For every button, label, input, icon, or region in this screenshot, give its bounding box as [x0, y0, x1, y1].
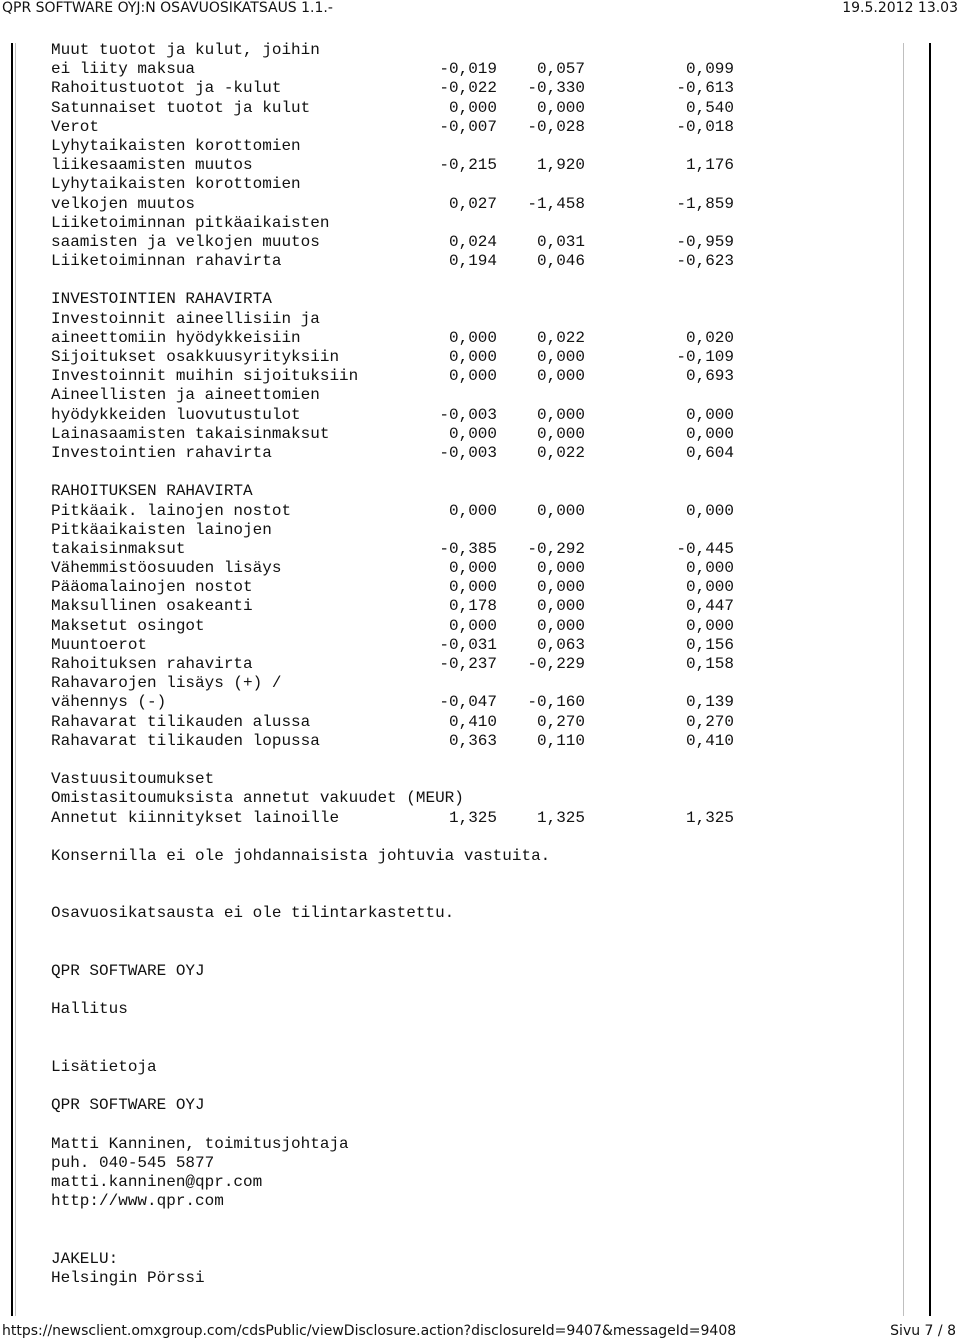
value-col-3: 0,000 [685, 559, 734, 578]
blank-line [51, 1039, 891, 1058]
value-col-2: 0,270 [536, 712, 585, 731]
value-col-3: 0,447 [685, 597, 734, 616]
table-row [51, 636, 891, 655]
value-col-3: 0,000 [685, 616, 734, 635]
row-label: puh. 040-545 5877 [51, 1153, 215, 1172]
report-body [51, 41, 891, 1288]
row-label: Muuntoerot [51, 635, 148, 654]
row-label: aineettomiin hyödykkeisiin [51, 328, 301, 347]
row-label: Helsingin Pörssi [51, 1269, 205, 1287]
text-line [51, 521, 891, 540]
text-line [51, 770, 891, 789]
value-col-1: 0,178 [448, 597, 497, 616]
table-row [51, 597, 891, 616]
table-row [51, 693, 891, 712]
row-label: vähennys (-) [51, 693, 167, 712]
row-label: velkojen muutos [51, 194, 196, 213]
row-label: Rahavarat tilikauden alussa [51, 712, 311, 731]
value-col-2: -0,160 [527, 693, 585, 712]
row-label: Pitkäaikaisten lainojen [51, 520, 272, 539]
row-label: JAKELU: [51, 1249, 119, 1268]
value-col-1: -0,003 [439, 405, 497, 424]
table-row [51, 425, 891, 444]
value-col-1: 0,000 [448, 424, 497, 443]
blank-line [51, 885, 891, 904]
blank-line [51, 271, 891, 290]
text-line [51, 386, 891, 405]
value-col-3: 0,020 [685, 328, 734, 347]
text-line [51, 1135, 891, 1154]
value-col-3: 1,325 [685, 808, 734, 827]
text-line [51, 310, 891, 329]
value-col-3: 0,000 [685, 578, 734, 597]
value-col-2: 0,000 [536, 348, 585, 366]
table-row [51, 559, 891, 578]
blank-line [51, 924, 891, 943]
value-col-3: 0,099 [685, 60, 734, 79]
value-col-1: -0,031 [439, 635, 497, 654]
value-col-1: -0,237 [439, 655, 497, 673]
row-label: Lisätietoja [51, 1057, 157, 1076]
row-label: Rahavarojen lisäys (+) / [51, 674, 282, 693]
value-col-2: -0,330 [527, 79, 585, 98]
value-col-3: -1,859 [676, 194, 734, 213]
value-col-2: 0,063 [536, 635, 585, 654]
text-line [51, 1192, 891, 1211]
value-col-1: 0,000 [448, 348, 497, 366]
table-row [51, 406, 891, 425]
row-label: takaisinmaksut [51, 539, 186, 558]
value-col-1: 0,000 [448, 578, 497, 597]
row-label: Aineellisten ja aineettomien [51, 386, 320, 405]
table-row [51, 655, 891, 674]
text-line [51, 1000, 891, 1019]
text-line [51, 175, 891, 194]
value-col-1: 0,000 [448, 367, 497, 386]
value-col-1: 1,325 [448, 808, 497, 827]
value-col-1: -0,022 [439, 79, 497, 98]
table-row [51, 444, 891, 463]
table-row [51, 732, 891, 751]
header-datetime: 19.5.2012 13.03 [842, 0, 958, 16]
value-col-2: 0,000 [536, 501, 585, 520]
row-label: Osavuosikatsausta ei ole tilintarkastettu. [51, 904, 455, 923]
value-col-1: 0,410 [448, 712, 497, 731]
value-col-1: -0,003 [439, 443, 497, 462]
value-col-2: 0,000 [536, 98, 585, 117]
text-line [51, 137, 891, 156]
row-label: Muut tuotot ja kulut, joihin [51, 41, 320, 59]
row-label: Hallitus [51, 1000, 128, 1019]
value-col-3: 0,540 [685, 98, 734, 117]
blank-line [51, 1077, 891, 1096]
row-label: Investointien rahavirta [51, 443, 272, 462]
value-col-3: -0,613 [676, 79, 734, 98]
table-row [51, 713, 891, 732]
value-col-2: 0,031 [536, 232, 585, 251]
table-row [51, 617, 891, 636]
value-col-2: -0,292 [527, 539, 585, 558]
value-col-3: 0,139 [685, 693, 734, 712]
table-row [51, 367, 891, 386]
table-row [51, 79, 891, 98]
value-col-3: 1,176 [685, 156, 734, 175]
row-label: http://www.qpr.com [51, 1192, 224, 1211]
text-line [51, 904, 891, 923]
row-label: Pääomalainojen nostot [51, 578, 253, 597]
value-col-3: -0,018 [676, 117, 734, 136]
text-line [51, 482, 891, 501]
value-col-1: 0,027 [448, 194, 497, 213]
row-label: Satunnaiset tuotot ja kulut [51, 98, 311, 117]
value-col-2: 0,000 [536, 616, 585, 635]
print-header [0, 0, 960, 18]
row-label: Investoinnit muihin sijoituksiin [51, 367, 359, 386]
value-col-3: 0,156 [685, 635, 734, 654]
value-col-2: 0,000 [536, 597, 585, 616]
left-border-line [11, 43, 13, 1316]
print-footer [0, 1322, 960, 1341]
table-row [51, 252, 891, 271]
value-col-3: 0,604 [685, 443, 734, 462]
row-label: QPR SOFTWARE OYJ [51, 1096, 205, 1115]
text-line [51, 41, 891, 60]
value-col-2: 0,000 [536, 578, 585, 597]
value-col-3: -0,109 [676, 348, 734, 366]
table-row [51, 233, 891, 252]
value-col-2: 0,057 [536, 60, 585, 79]
left-inner-line [15, 43, 16, 1316]
value-col-1: 0,194 [448, 252, 497, 271]
row-label: Matti Kanninen, toimitusjohtaja [51, 1134, 349, 1153]
value-col-3: 0,158 [685, 655, 734, 673]
row-label: ei liity maksua [51, 60, 196, 79]
value-col-1: 0,000 [448, 98, 497, 117]
value-col-2: 1,920 [536, 156, 585, 175]
text-line [51, 214, 891, 233]
value-col-1: 0,000 [448, 616, 497, 635]
value-col-1: 0,024 [448, 232, 497, 251]
row-label: Lyhytaikaisten korottomien [51, 136, 301, 155]
text-line [51, 674, 891, 693]
row-label: Liiketoiminnan rahavirta [51, 252, 282, 271]
text-line [51, 789, 891, 808]
header-title: QPR SOFTWARE OYJ:N OSAVUOSIKATSAUS 1.1.- [2, 0, 333, 16]
value-col-3: 0,693 [685, 367, 734, 386]
value-col-2: 0,110 [536, 731, 585, 750]
table-row [51, 578, 891, 597]
row-label: matti.kanninen@qpr.com [51, 1173, 263, 1192]
value-col-3: 0,270 [685, 712, 734, 731]
page-number: Sivu 7 / 8 [890, 1323, 956, 1339]
value-col-3: 0,000 [685, 405, 734, 424]
text-line [51, 847, 891, 866]
blank-line [51, 1020, 891, 1039]
row-label: Liiketoiminnan pitkäaikaisten [51, 213, 330, 232]
table-row [51, 156, 891, 175]
text-line [51, 1096, 891, 1115]
value-col-1: 0,363 [448, 731, 497, 750]
value-col-2: 0,022 [536, 328, 585, 347]
row-label: Vähemmistöosuuden lisäys [51, 559, 282, 578]
value-col-2: 0,000 [536, 559, 585, 578]
value-col-2: 0,022 [536, 443, 585, 462]
blank-line [51, 1116, 891, 1135]
row-label: Maksetut osingot [51, 616, 205, 635]
value-col-1: 0,000 [448, 501, 497, 520]
text-line [51, 1173, 891, 1192]
row-label: saamisten ja velkojen muutos [51, 232, 320, 251]
value-col-3: -0,959 [676, 232, 734, 251]
text-line [51, 962, 891, 981]
row-label: Rahoitustuotot ja -kulut [51, 79, 282, 98]
value-col-2: 0,000 [536, 405, 585, 424]
row-label: Investoinnit aineellisiin ja [51, 309, 320, 328]
row-label: QPR SOFTWARE OYJ [51, 962, 205, 980]
text-line [51, 1269, 891, 1288]
blank-line [51, 1231, 891, 1250]
value-col-2: -0,229 [527, 655, 585, 673]
value-col-2: 0,000 [536, 367, 585, 386]
blank-line [51, 866, 891, 885]
table-row [51, 809, 891, 828]
row-label: Maksullinen osakeanti [51, 597, 253, 616]
value-col-1: -0,019 [439, 60, 497, 79]
row-label: Vastuusitoumukset [51, 770, 215, 789]
value-col-3: -0,445 [676, 539, 734, 558]
row-label: Verot [51, 117, 100, 136]
value-col-3: 0,000 [685, 424, 734, 443]
row-label: hyödykkeiden luovutustulot [51, 405, 301, 424]
value-col-1: -0,385 [439, 539, 497, 558]
value-col-2: -0,028 [527, 117, 585, 136]
row-label: Omistasitoumuksista annetut vakuudet (MEUR) [51, 789, 464, 808]
row-label: INVESTOINTIEN RAHAVIRTA [51, 290, 272, 309]
row-label: liikesaamisten muutos [51, 156, 253, 175]
table-row [51, 195, 891, 214]
value-col-1: 0,000 [448, 559, 497, 578]
blank-line [51, 751, 891, 770]
text-line [51, 1250, 891, 1269]
row-label: Rahavarat tilikauden lopussa [51, 731, 320, 750]
value-col-2: 1,325 [536, 808, 585, 827]
value-col-2: 0,046 [536, 252, 585, 271]
row-label: Lainasaamisten takaisinmaksut [51, 424, 330, 443]
blank-line [51, 463, 891, 482]
table-row [51, 329, 891, 348]
value-col-1: -0,215 [439, 156, 497, 175]
table-row [51, 348, 891, 367]
row-label: Sijoitukset osakkuusyrityksiin [51, 348, 340, 366]
footer-url: https://newsclient.omxgroup.com/cdsPublic/viewDisclosure.action?disclosureId=9407&messageId=9408 [2, 1323, 737, 1339]
text-line [51, 290, 891, 309]
value-col-3: 0,410 [685, 731, 734, 750]
right-inner-line [903, 43, 904, 1316]
value-col-1: -0,047 [439, 693, 497, 712]
row-label: Rahoituksen rahavirta [51, 655, 253, 673]
text-line [51, 1154, 891, 1173]
value-col-2: -1,458 [527, 194, 585, 213]
value-col-3: -0,623 [676, 252, 734, 271]
row-label: RAHOITUKSEN RAHAVIRTA [51, 482, 253, 501]
table-row [51, 118, 891, 137]
row-label: Lyhytaikaisten korottomien [51, 175, 301, 194]
blank-line [51, 943, 891, 962]
row-label: Annetut kiinnitykset lainoille [51, 808, 340, 827]
table-row [51, 99, 891, 118]
blank-line [51, 828, 891, 847]
table-row [51, 502, 891, 521]
right-border-line [929, 43, 931, 1316]
value-col-2: 0,000 [536, 424, 585, 443]
row-label: Pitkäaik. lainojen nostot [51, 501, 292, 520]
blank-line [51, 1211, 891, 1230]
value-col-3: 0,000 [685, 501, 734, 520]
row-label: Konsernilla ei ole johdannaisista johtuvia vastuita. [51, 846, 551, 865]
text-line [51, 1058, 891, 1077]
table-row [51, 60, 891, 79]
table-row [51, 540, 891, 559]
value-col-1: -0,007 [439, 117, 497, 136]
value-col-1: 0,000 [448, 328, 497, 347]
blank-line [51, 981, 891, 1000]
